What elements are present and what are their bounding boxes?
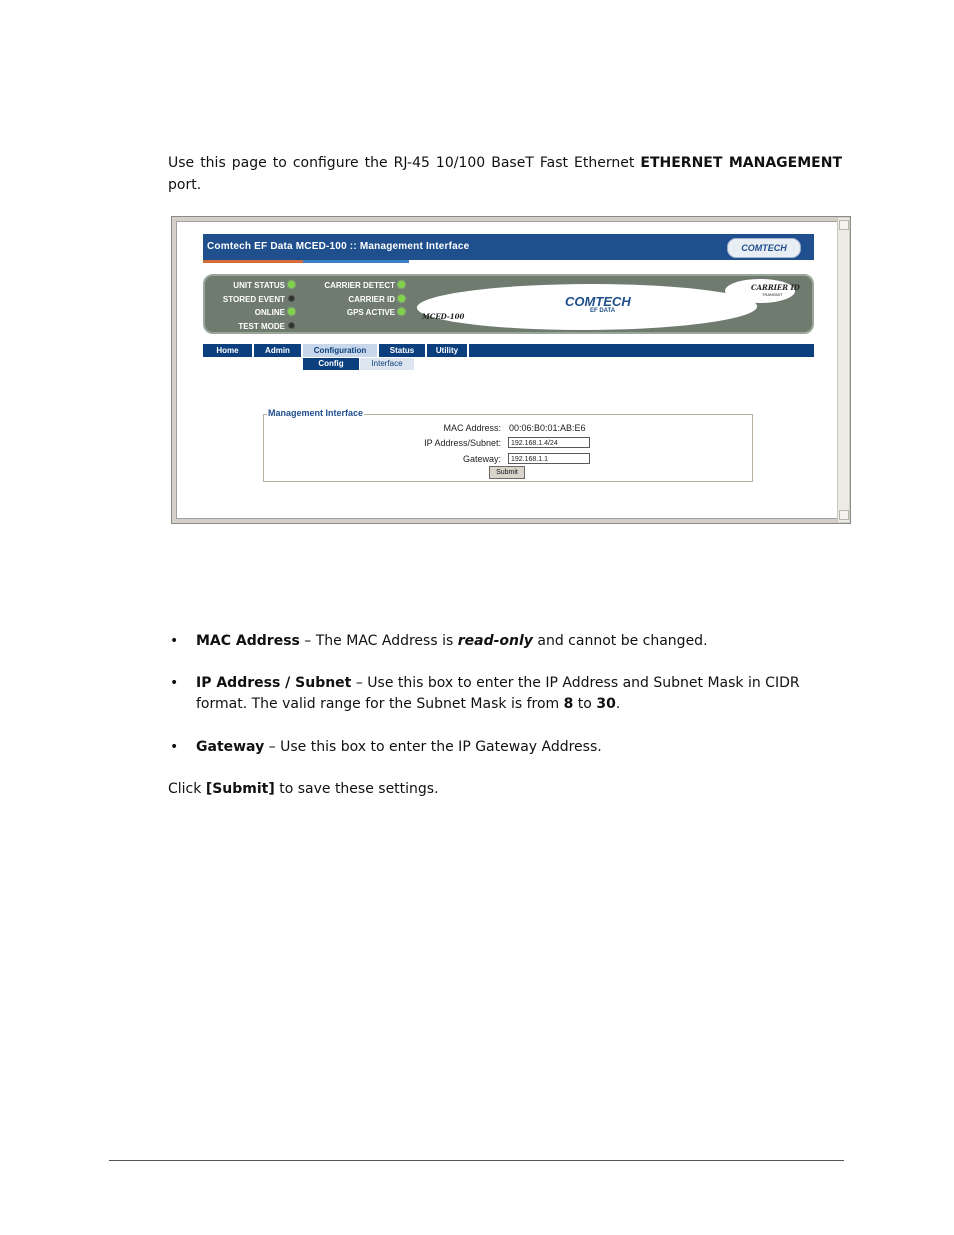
comtech-logo-small: COMTECH [727,238,801,258]
led-green-icon [398,308,405,315]
bullet-mac-address: • MAC Address – The MAC Address is read-only and cannot be changed. [170,631,840,653]
bullet-term: Gateway [196,739,265,755]
led-stored-event: STORED EVENT [207,295,295,304]
model-label: MCED-100 [422,312,465,321]
led-green-icon [288,281,295,288]
led-off-icon [288,295,295,302]
ef-data-label: EF DATA [590,308,616,314]
intro-suffix: port. [168,177,202,193]
ip-subnet-label: IP Address/Subnet: [424,438,501,448]
read-only-emphasis: read-only [457,633,533,649]
tab-status[interactable]: Status [379,344,427,357]
led-off-icon [288,322,295,329]
led-test-mode: TEST MODE [207,322,295,331]
title-stripe-blue [303,260,409,263]
page-title: Comtech EF Data MCED-100 :: Management Interface [207,241,470,252]
tab-utility[interactable]: Utility [427,344,469,357]
browser-viewport [176,221,838,519]
bullet-ip-subnet: • IP Address / Subnet – Use this box to enter the IP Address and Subnet Mask in CIDR format. The valid range for the Subnet Mask is from 8 to 30. [170,675,800,712]
title-stripe-orange [203,260,303,263]
status-panel [203,274,814,334]
embedded-screenshot [171,216,851,524]
intro-paragraph [168,152,842,196]
led-green-icon [398,295,405,302]
tab-home[interactable]: Home [203,344,254,357]
submit-button[interactable]: Submit [489,466,525,479]
mac-address-label: MAC Address: [443,423,501,433]
subtab-config[interactable]: Config [303,358,359,370]
led-green-icon [288,308,295,315]
led-unit-status: UNIT STATUS [207,281,295,290]
mac-address-value: 00:06:B0:01:AB:E6 [509,423,586,433]
tab-configuration[interactable]: Configuration [303,344,379,357]
led-carrier-id: CARRIER ID [309,295,405,304]
bullet-term: IP Address / Subnet [196,675,352,691]
bullet-icon: • [170,633,179,649]
bullet-icon: • [170,675,179,691]
vertical-scrollbar[interactable] [837,218,849,522]
bullet-gateway: • Gateway – Use this box to enter the IP Gateway Address. [170,737,840,759]
led-online: ONLINE [207,308,295,317]
footer-divider [109,1160,844,1161]
submit-instruction: Click [Submit] to save these settings. [168,781,439,797]
fieldset-legend: Management Interface [268,408,364,418]
led-green-icon [398,281,405,288]
gateway-input[interactable]: 192.168.1.1 [508,453,590,464]
subtab-interface[interactable]: Interface [360,358,414,370]
led-carrier-detect: CARRIER DETECT [309,281,405,290]
comtech-logo-large: COMTECH [565,294,631,309]
led-gps-active: GPS ACTIVE [309,308,405,317]
title-bar [203,234,814,260]
gateway-label: Gateway: [462,454,501,464]
carrier-id-label: CARRIER ID [751,283,800,292]
bullet-icon: • [170,739,179,755]
scroll-down-icon[interactable] [839,510,849,520]
bullet-term: MAC Address [196,633,300,649]
scroll-up-icon[interactable] [839,220,849,230]
carrier-transmit-label: TRANSMIT [762,292,783,297]
intro-bold: ETHERNET MANAGEMENT [640,155,843,171]
ip-subnet-input[interactable]: 192.168.1.4/24 [508,437,590,448]
intro-prefix: Use this page to configure the RJ-45 10/100 BaseT Fast Ethernet [168,155,641,171]
tab-admin[interactable]: Admin [254,344,303,357]
submit-reference: [Submit] [205,781,275,797]
